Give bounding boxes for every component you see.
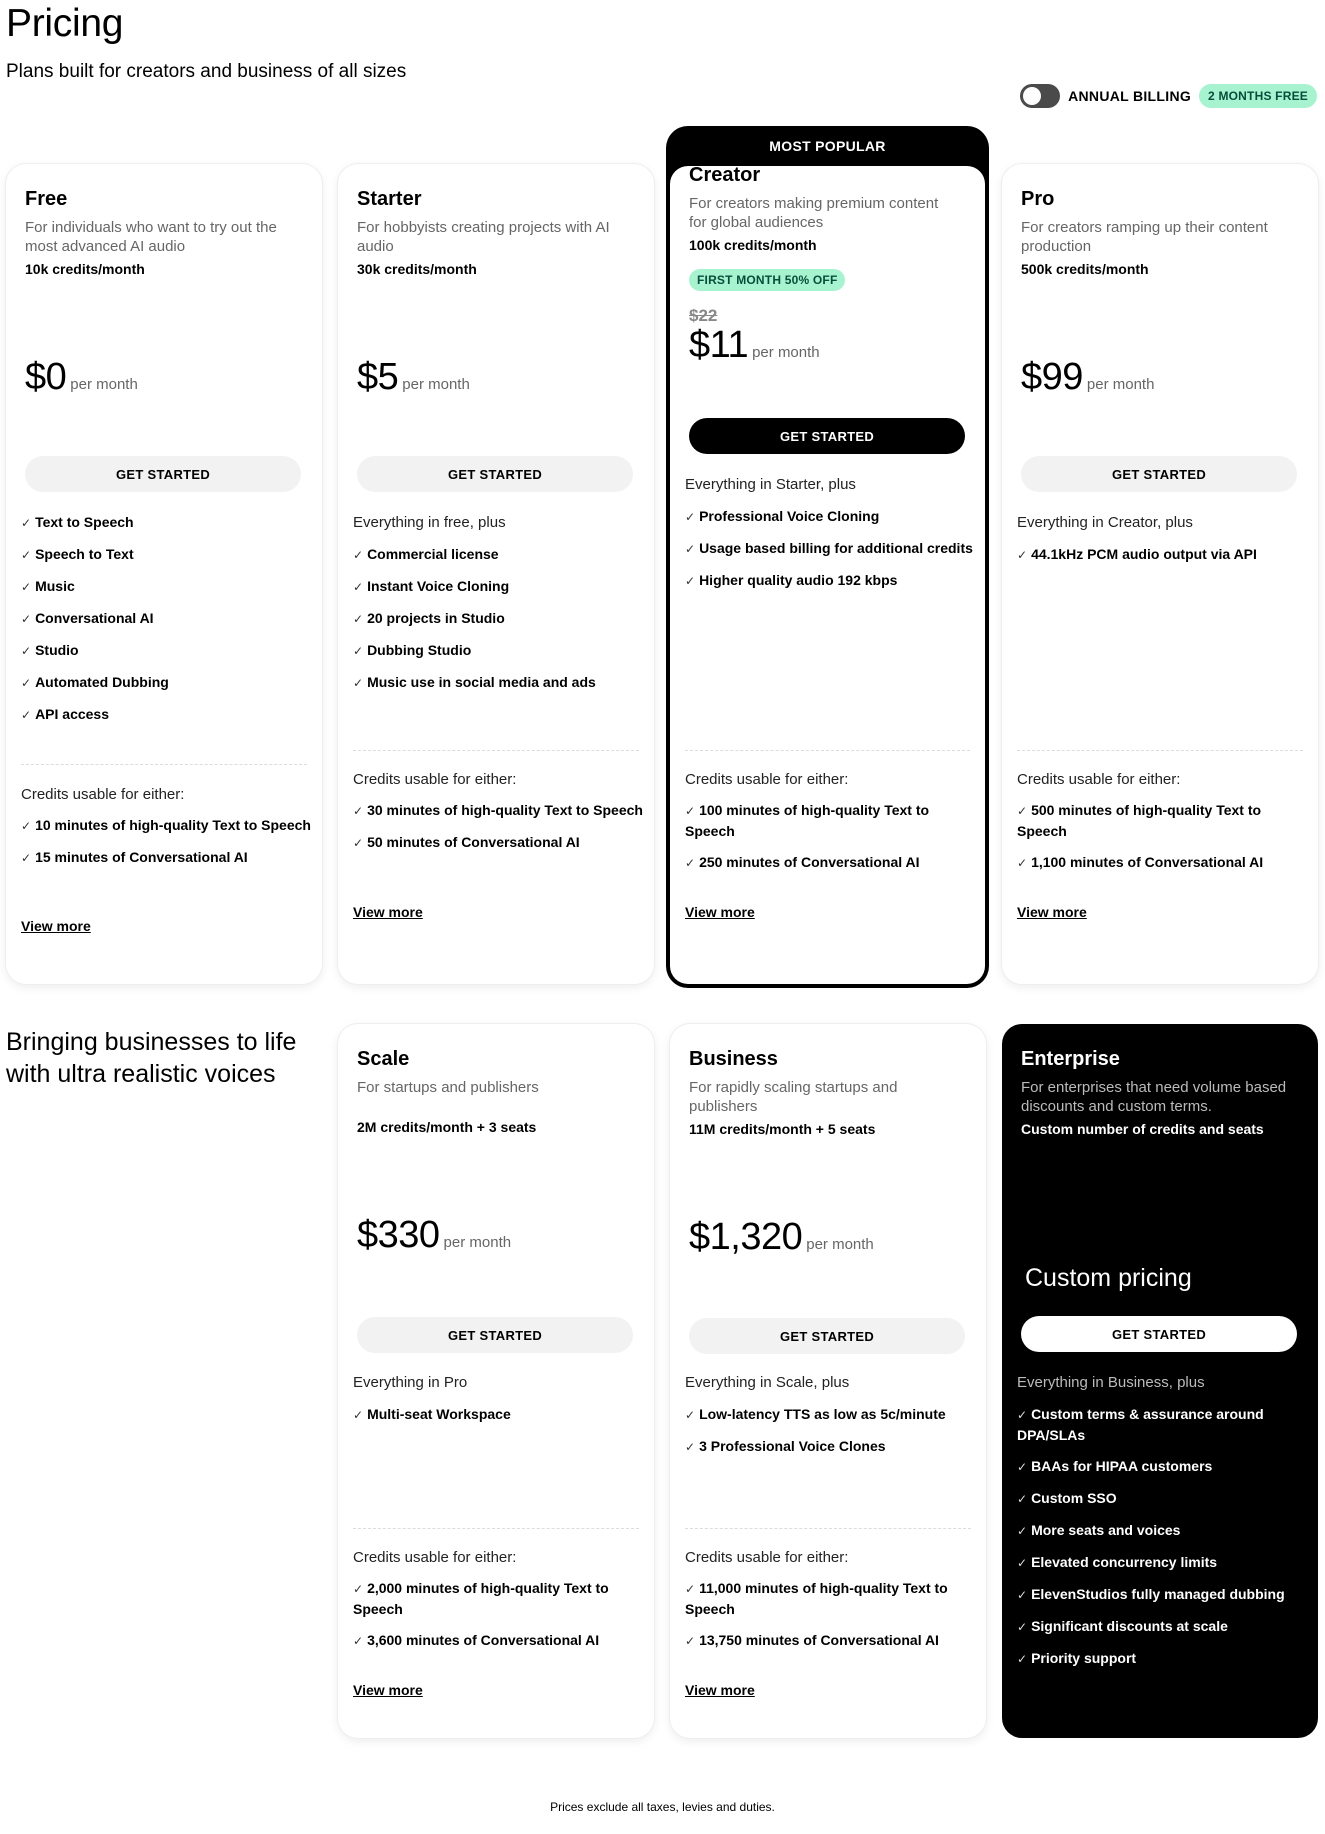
get-started-button[interactable]: GET STARTED <box>689 418 965 454</box>
plan-description: For individuals who want to try out the most advanced AI audio <box>25 219 277 255</box>
check-icon: ✓ <box>353 612 364 626</box>
divider <box>21 764 307 765</box>
price-row <box>357 1214 511 1257</box>
plan-description: For hobbyists creating projects with AI audio <box>357 219 610 255</box>
check-icon: ✓ <box>1017 1652 1028 1666</box>
usage-item: ✓ 13,750 minutes of Conversational AI <box>685 1630 975 1651</box>
plan-card-free <box>6 164 322 984</box>
plan-credits: 30k credits/month <box>357 261 477 277</box>
creator-card-body <box>670 166 985 984</box>
feature-item: ✓ 20 projects in Studio <box>353 608 643 629</box>
usage-item: ✓ 250 minutes of Conversational AI <box>685 852 975 873</box>
check-icon: ✓ <box>353 804 364 818</box>
check-icon: ✓ <box>21 516 32 530</box>
price-period: per month <box>70 376 138 393</box>
feature-intro: Everything in Creator, plus <box>1017 514 1193 531</box>
check-icon: ✓ <box>21 644 32 658</box>
check-icon: ✓ <box>1017 1492 1028 1506</box>
page-subtitle: Plans built for creators and business of all sizes <box>6 61 407 82</box>
feature-item: ✓ Significant discounts at scale <box>1017 1616 1307 1637</box>
usage-list <box>685 1578 975 1662</box>
billing-badge: 2 MONTHS FREE <box>1199 84 1317 108</box>
feature-item: ✓ 44.1kHz PCM audio output via API <box>1017 544 1307 565</box>
price-amount: $99 <box>1021 356 1083 398</box>
feature-item: ✓ Multi-seat Workspace <box>353 1404 643 1425</box>
plan-credits: 100k credits/month <box>689 237 817 253</box>
price-period: per month <box>402 376 470 393</box>
feature-item: ✓ ElevenStudios fully managed dubbing <box>1017 1584 1307 1605</box>
check-icon: ✓ <box>1017 1408 1028 1422</box>
usage-list <box>685 800 975 884</box>
price-row <box>1021 356 1154 399</box>
check-icon: ✓ <box>685 510 696 524</box>
check-icon: ✓ <box>685 1408 696 1422</box>
feature-item: ✓ Custom terms & assurance around DPA/SLAs <box>1017 1406 1264 1443</box>
get-started-button[interactable]: GET STARTED <box>1021 456 1297 492</box>
feature-intro: Everything in Starter, plus <box>685 476 856 493</box>
check-icon: ✓ <box>353 1634 364 1648</box>
check-icon: ✓ <box>21 708 32 722</box>
divider <box>353 750 639 751</box>
feature-intro: Everything in free, plus <box>353 514 506 531</box>
usage-item: ✓ 15 minutes of Conversational AI <box>21 847 311 868</box>
check-icon: ✓ <box>21 851 32 865</box>
feature-item: ✓ 3 Professional Voice Clones <box>685 1436 975 1457</box>
plan-card-scale <box>338 1024 654 1738</box>
plan-card-business <box>670 1024 986 1738</box>
usage-list <box>21 815 311 879</box>
billing-label: ANNUAL BILLING <box>1068 88 1192 104</box>
get-started-button[interactable]: GET STARTED <box>689 1318 965 1354</box>
check-icon: ✓ <box>685 542 696 556</box>
get-started-button[interactable]: GET STARTED <box>1021 1316 1297 1352</box>
usage-item: ✓ 3,600 minutes of Conversational AI <box>353 1630 643 1651</box>
price-row <box>25 356 138 399</box>
feature-item: ✓ Dubbing Studio <box>353 640 643 661</box>
footer-note: Prices exclude all taxes, levies and duties. <box>550 1800 775 1814</box>
plan-description: For rapidly scaling startups and publishers <box>689 1079 898 1115</box>
feature-list <box>685 506 975 602</box>
price-period: per month <box>806 1236 874 1253</box>
feature-item: ✓ BAAs for HIPAA customers <box>1017 1456 1307 1477</box>
feature-item: ✓ Usage based billing for additional credits <box>685 538 975 559</box>
get-started-button[interactable]: GET STARTED <box>357 456 633 492</box>
feature-item: ✓ Instant Voice Cloning <box>353 576 643 597</box>
check-icon: ✓ <box>353 1408 364 1422</box>
plan-name: Starter <box>357 188 422 210</box>
feature-item: ✓ Automated Dubbing <box>21 672 311 693</box>
plan-card-pro <box>1002 164 1318 984</box>
plan-name: Free <box>25 188 68 210</box>
plan-name: Pro <box>1021 188 1055 210</box>
credits-usable-label: Credits usable for either: <box>1017 771 1181 788</box>
annual-billing-toggle[interactable] <box>1020 84 1060 108</box>
price-period: per month <box>443 1234 512 1251</box>
feature-list <box>353 544 643 704</box>
feature-item: ✓ Text to Speech <box>21 512 311 533</box>
divider <box>685 1528 971 1529</box>
check-icon: ✓ <box>1017 1556 1028 1570</box>
feature-item: ✓ Higher quality audio 192 kbps <box>685 570 975 591</box>
feature-intro: Everything in Pro <box>353 1374 468 1391</box>
divider <box>685 750 970 751</box>
feature-list <box>21 512 311 736</box>
view-more-link[interactable]: View more <box>353 1682 423 1698</box>
check-icon: ✓ <box>685 574 696 588</box>
plan-description: For enterprises that need volume based discounts and custom terms. <box>1021 1079 1287 1115</box>
page-title: Pricing <box>6 2 124 45</box>
check-icon: ✓ <box>1017 856 1028 870</box>
business-section-title: Bringing businesses to life with ultra realistic voices <box>6 1028 297 1088</box>
plan-name: Enterprise <box>1021 1048 1120 1070</box>
check-icon: ✓ <box>685 856 696 870</box>
price-amount: $11 <box>689 324 749 366</box>
view-more-link[interactable]: View more <box>685 904 755 920</box>
usage-item: ✓ 30 minutes of high-quality Text to Speech <box>353 800 643 821</box>
check-icon: ✓ <box>21 612 32 626</box>
view-more-link[interactable]: View more <box>1017 904 1087 920</box>
feature-item: ✓ Studio <box>21 640 311 661</box>
usage-item: ✓ 100 minutes of high-quality Text to Speech <box>685 802 930 839</box>
feature-list <box>1017 1404 1307 1680</box>
feature-list <box>1017 544 1307 576</box>
usage-item: ✓ 10 minutes of high-quality Text to Speech <box>21 815 311 836</box>
check-icon: ✓ <box>685 1582 696 1596</box>
get-started-button[interactable]: GET STARTED <box>25 456 301 492</box>
price-amount: $5 <box>357 356 399 398</box>
feature-list <box>353 1404 643 1436</box>
old-price: $22 <box>689 306 718 325</box>
credits-usable-label: Credits usable for either: <box>353 1549 517 1566</box>
feature-item: ✓ Elevated concurrency limits <box>1017 1552 1307 1573</box>
plan-name: Creator <box>689 164 761 186</box>
check-icon: ✓ <box>1017 804 1028 818</box>
check-icon: ✓ <box>353 836 364 850</box>
usage-item: ✓ 1,100 minutes of Conversational AI <box>1017 852 1307 873</box>
price-amount: $1,320 <box>689 1216 803 1258</box>
feature-item: ✓ Conversational AI <box>21 608 311 629</box>
divider <box>1017 750 1303 751</box>
feature-item: ✓ Priority support <box>1017 1648 1307 1669</box>
feature-item: ✓ API access <box>21 704 311 725</box>
plan-credits: 11M credits/month + 5 seats <box>689 1121 876 1137</box>
plan-name: Business <box>689 1048 778 1070</box>
price-row <box>689 1216 874 1259</box>
plan-credits: 500k credits/month <box>1021 261 1149 277</box>
check-icon: ✓ <box>685 1634 696 1648</box>
feature-item: ✓ Music <box>21 576 311 597</box>
view-more-link[interactable]: View more <box>353 904 423 920</box>
credits-usable-label: Credits usable for either: <box>353 771 517 788</box>
plan-description: For startups and publishers <box>357 1079 539 1096</box>
check-icon: ✓ <box>353 580 364 594</box>
plan-name: Scale <box>357 1048 410 1070</box>
toggle-knob <box>1023 87 1041 105</box>
feature-list <box>685 1404 975 1468</box>
feature-item: ✓ Commercial license <box>353 544 643 565</box>
billing-toggle-group <box>1020 84 1317 108</box>
credits-usable-label: Credits usable for either: <box>685 771 849 788</box>
feature-item: ✓ Professional Voice Cloning <box>685 506 975 527</box>
plan-card-creator <box>666 126 989 988</box>
check-icon: ✓ <box>353 548 364 562</box>
check-icon: ✓ <box>353 1582 364 1596</box>
feature-intro: Everything in Scale, plus <box>685 1374 850 1391</box>
price-row <box>357 356 470 399</box>
check-icon: ✓ <box>1017 1460 1028 1474</box>
credits-usable-label: Credits usable for either: <box>21 786 185 803</box>
usage-item: ✓ 2,000 minutes of high-quality Text to Speech <box>353 1580 609 1617</box>
feature-item: ✓ Music use in social media and ads <box>353 672 643 693</box>
usage-list <box>353 1578 643 1662</box>
plan-description: For creators making premium content for global audiences <box>689 195 939 231</box>
feature-item: ✓ Low-latency TTS as low as 5c/minute <box>685 1404 975 1425</box>
check-icon: ✓ <box>353 644 364 658</box>
price-amount: $330 <box>357 1214 440 1256</box>
usage-item: ✓ 11,000 minutes of high-quality Text to Speech <box>685 1580 948 1617</box>
plan-credits: Custom number of credits and seats <box>1021 1121 1264 1137</box>
plan-card-enterprise <box>1002 1024 1318 1738</box>
check-icon: ✓ <box>21 548 32 562</box>
divider <box>353 1528 639 1529</box>
most-popular-label: MOST POPULAR <box>769 138 886 154</box>
credits-usable-label: Credits usable for either: <box>685 1549 849 1566</box>
plan-credits: 2M credits/month + 3 seats <box>357 1119 537 1135</box>
plan-card-starter <box>338 164 654 984</box>
check-icon: ✓ <box>21 580 32 594</box>
feature-item: ✓ Speech to Text <box>21 544 311 565</box>
check-icon: ✓ <box>1017 1588 1028 1602</box>
custom-pricing: Custom pricing <box>1025 1264 1192 1292</box>
check-icon: ✓ <box>21 819 32 833</box>
view-more-link[interactable]: View more <box>21 918 91 934</box>
check-icon: ✓ <box>21 676 32 690</box>
feature-item: ✓ More seats and voices <box>1017 1520 1307 1541</box>
price-period: per month <box>1086 376 1155 393</box>
usage-item: ✓ 50 minutes of Conversational AI <box>353 832 643 853</box>
usage-list <box>353 800 643 864</box>
usage-list <box>1017 800 1307 884</box>
get-started-button[interactable]: GET STARTED <box>357 1317 633 1353</box>
view-more-link[interactable]: View more <box>685 1682 755 1698</box>
check-icon: ✓ <box>685 1440 696 1454</box>
check-icon: ✓ <box>353 676 364 690</box>
usage-item: ✓ 500 minutes of high-quality Text to Speech <box>1017 802 1262 839</box>
plan-credits: 10k credits/month <box>25 261 145 277</box>
feature-intro: Everything in Business, plus <box>1017 1374 1205 1391</box>
price-period: per month <box>752 344 820 361</box>
check-icon: ✓ <box>1017 1524 1028 1538</box>
check-icon: ✓ <box>1017 548 1028 562</box>
price-row <box>689 324 820 367</box>
plan-description: For creators ramping up their content production <box>1021 219 1268 255</box>
feature-item: ✓ Custom SSO <box>1017 1488 1307 1509</box>
check-icon: ✓ <box>685 804 696 818</box>
promo-badge: FIRST MONTH 50% OFF <box>689 269 845 291</box>
price-amount: $0 <box>25 356 67 398</box>
check-icon: ✓ <box>1017 1620 1028 1634</box>
